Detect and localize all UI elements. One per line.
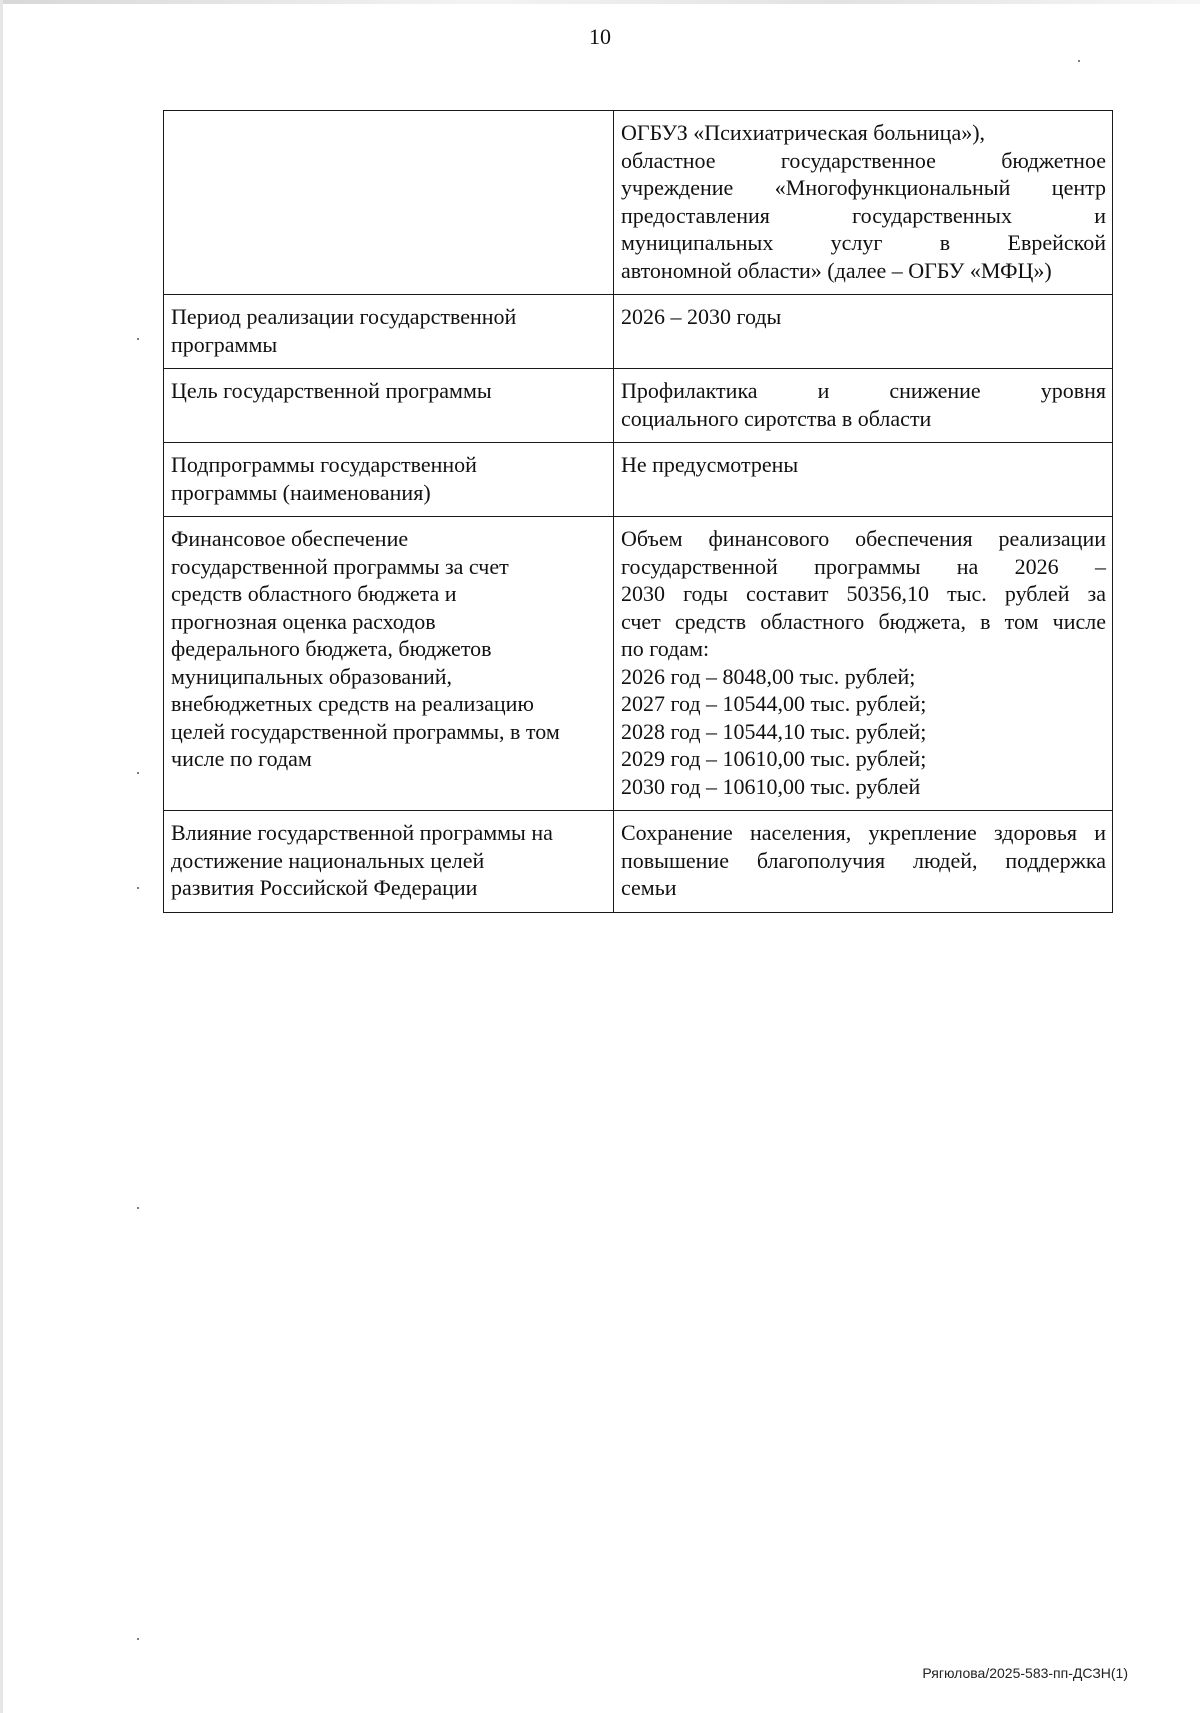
cell-financing-value	[614, 517, 1113, 811]
text-line: Объем финансового обеспечения реализации	[621, 526, 1106, 551]
scan-left-edge	[0, 0, 3, 1713]
scan-top-edge	[0, 0, 1200, 4]
table-row	[164, 369, 1113, 443]
text-line: государственной программы на 2026 –	[621, 553, 1106, 579]
text-line: учреждение «Многофункциональный центр	[621, 175, 1106, 200]
cell-influence-label	[164, 811, 614, 913]
cell-period-label	[164, 295, 614, 369]
cell-executors-continued	[614, 111, 1113, 295]
text-line: муниципальных образований,	[171, 663, 453, 689]
page-number: 10	[589, 24, 611, 49]
scan-speck	[137, 772, 139, 774]
text-line: Подпрограммы государственной	[171, 452, 477, 477]
scan-speck	[137, 887, 139, 889]
text-line: внебюджетных средств на реализацию	[171, 691, 534, 716]
cell-subprograms-value	[614, 443, 1113, 517]
cell-period-value	[614, 295, 1113, 369]
text-line: 2030 год – 10610,00 тыс. рублей	[621, 773, 921, 799]
text-line: семьи	[621, 875, 677, 900]
text-line: федерального бюджета, бюджетов	[171, 636, 492, 661]
text-line: 2029 год – 10610,00 тыс. рублей;	[621, 746, 927, 771]
text-line: предоставления государственных и	[621, 202, 1106, 228]
cell-subprograms-label	[164, 443, 614, 517]
text-line: достижение национальных целей	[171, 847, 485, 873]
text-line: счет средств областного бюджета, в том числе	[621, 608, 1106, 634]
text-line: Цель государственной программы	[171, 378, 492, 403]
text-line: развития Российской Федерации	[171, 875, 478, 900]
text-line: муниципальных услуг в Еврейской	[621, 230, 1106, 255]
text-line: областное государственное бюджетное	[621, 147, 1106, 173]
cell-influence-value	[614, 811, 1113, 913]
scan-speck	[137, 338, 139, 340]
text-line: Сохранение населения, укрепление здоровья и	[621, 820, 1106, 845]
document-footer-code: Рягюлова/2025-583-пп-ДСЗН(1)	[922, 1665, 1128, 1681]
table-row	[164, 295, 1113, 369]
text-line: прогнозная оценка расходов	[171, 608, 436, 634]
program-passport-table	[163, 110, 1113, 913]
text-line: Финансовое обеспечение	[171, 526, 409, 551]
text-line: 2026 – 2030 годы	[621, 304, 782, 329]
text-line: Профилактика и снижение уровня	[621, 378, 1106, 403]
text-line: целей государственной программы, в том	[171, 718, 560, 744]
table-row	[164, 111, 1113, 295]
cell-goal-value	[614, 369, 1113, 443]
table-row	[164, 517, 1113, 811]
text-line: автономной области» (далее – ОГБУ «МФЦ»)	[621, 257, 1052, 283]
scan-speck	[137, 1638, 139, 1640]
text-line: средств областного бюджета и	[171, 581, 457, 606]
text-line: по годам:	[621, 636, 710, 661]
text-line: Влияние государственной программы на	[171, 820, 553, 845]
text-line: 2028 год – 10544,10 тыс. рублей;	[621, 718, 927, 744]
text-line: 2030 годы составит 50356,10 тыс. рублей за	[621, 581, 1106, 606]
table-row	[164, 811, 1113, 913]
cell-goal-label	[164, 369, 614, 443]
text-line: Не предусмотрены	[621, 452, 799, 477]
scan-speck	[1078, 60, 1080, 62]
text-line: программы (наименования)	[171, 479, 431, 505]
text-line: социального сиротства в области	[621, 405, 932, 431]
text-line: государственной программы за счет	[171, 553, 509, 579]
text-line: числе по годам	[171, 746, 312, 771]
table-row	[164, 443, 1113, 517]
text-line: ОГБУЗ «Психиатрическая больница»),	[621, 120, 986, 145]
text-line: 2026 год – 8048,00 тыс. рублей;	[621, 663, 916, 689]
cell-left-empty	[164, 111, 614, 295]
scan-speck	[137, 1207, 139, 1209]
text-line: программы	[171, 331, 278, 357]
text-line: Период реализации государственной	[171, 304, 517, 329]
cell-financing-label	[164, 517, 614, 811]
text-line: повышение благополучия людей, поддержка	[621, 847, 1106, 873]
text-line: 2027 год – 10544,00 тыс. рублей;	[621, 691, 927, 716]
